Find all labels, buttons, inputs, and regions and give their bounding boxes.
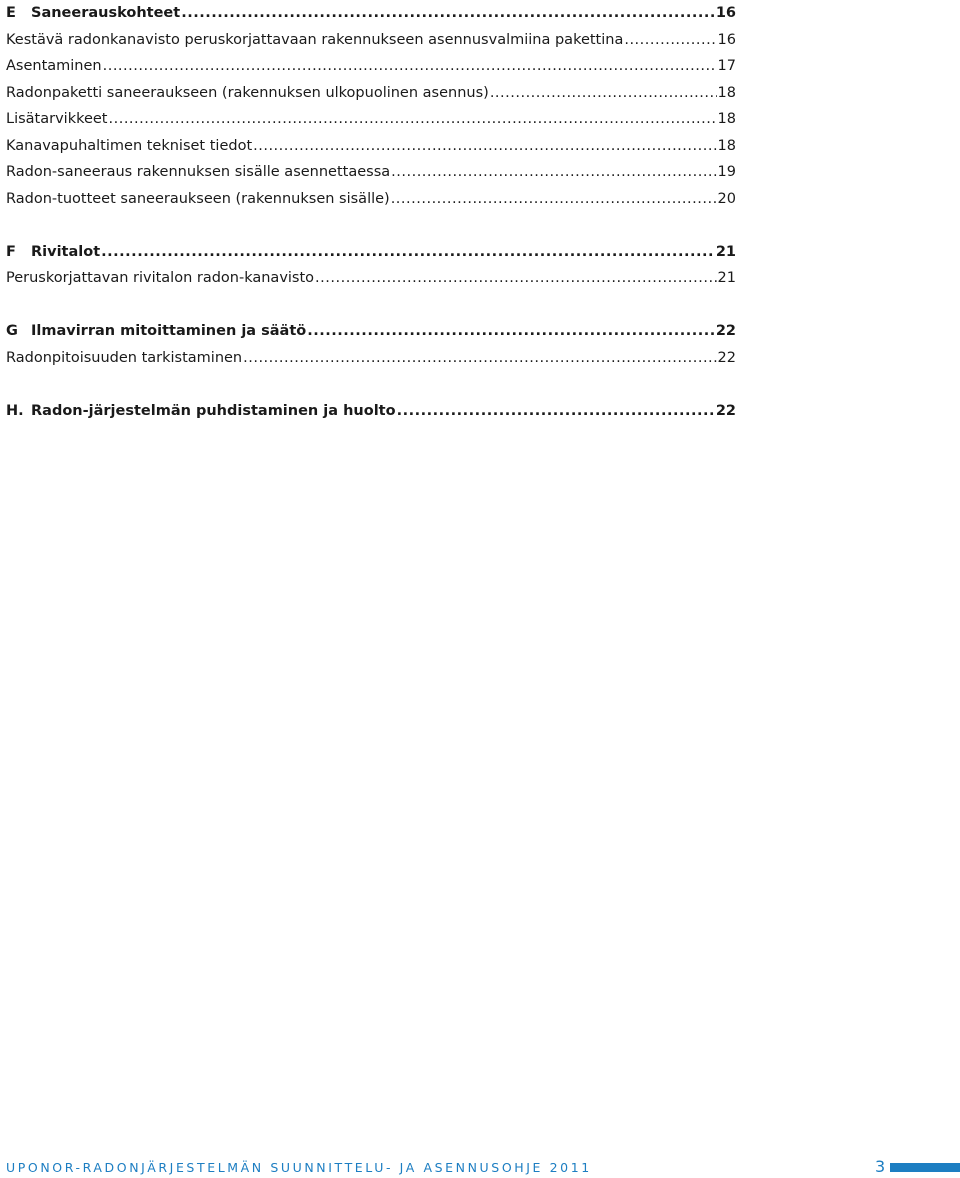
dot-leader (109, 106, 717, 133)
toc-item-title: Asentaminen (6, 58, 102, 74)
toc-item-title: Kestävä radonkanavisto peruskorjattavaan rakennukseen asennusvalmiina pakettina (6, 31, 624, 48)
toc-page-number: 16 (715, 5, 736, 21)
toc-item-title: Radon-tuotteet saneeraukseen (rakennuksen sisälle) (6, 190, 390, 207)
dot-leader (103, 53, 717, 80)
toc-item[interactable] (6, 265, 736, 292)
toc-page-number: 20 (717, 190, 736, 207)
toc-section-title: Rivitalot (31, 243, 101, 260)
dot-leader (253, 133, 716, 160)
toc-item-title: Peruskorjattavan rivitalon radon-kanavisto (6, 270, 315, 286)
toc-item-title: Radonpaketti saneeraukseen (rakennuksen ulkopuolinen asennus) (6, 84, 489, 101)
toc-section-title: Ilmavirran mitoittaminen ja säätö (31, 323, 307, 339)
dot-leader (397, 398, 715, 425)
toc-item-title: Lisätarvikkeet (6, 111, 108, 127)
dot-leader (315, 265, 717, 292)
toc-section-letter: G (6, 323, 18, 339)
dot-leader (391, 186, 717, 213)
toc-page-number: 18 (717, 84, 736, 101)
toc-page-number: 16 (717, 31, 736, 48)
dot-leader (243, 345, 716, 372)
toc-page-number: 18 (717, 111, 736, 127)
toc-item[interactable] (6, 106, 736, 133)
page-number: 3 (875, 1157, 886, 1176)
toc-item[interactable] (6, 159, 736, 186)
toc-section-f[interactable] (6, 239, 736, 266)
toc-section-e[interactable] (6, 0, 736, 27)
dot-leader (101, 239, 715, 266)
toc-section-g[interactable] (6, 318, 736, 345)
dot-leader (490, 80, 717, 107)
toc-page-number: 21 (717, 270, 736, 286)
toc-item-title: Radonpitoisuuden tarkistaminen (6, 349, 243, 366)
dot-leader (624, 27, 716, 54)
dot-leader (181, 0, 715, 27)
toc-section-h[interactable] (6, 398, 736, 425)
toc-section-letter: F (6, 243, 16, 260)
toc-page-number: 17 (717, 58, 736, 74)
toc-section-title: Saneerauskohteet (31, 5, 181, 21)
toc-page-number: 19 (717, 164, 736, 180)
toc-item[interactable] (6, 186, 736, 213)
toc-page-number: 21 (715, 243, 736, 260)
toc-item-title: Radon-saneeraus rakennuksen sisälle asennettaessa (6, 164, 391, 180)
toc-section-letter: E (6, 5, 16, 21)
section-spacer (6, 212, 736, 239)
table-of-contents (6, 0, 736, 424)
toc-item[interactable] (6, 345, 736, 372)
toc-page-number: 22 (715, 402, 736, 419)
toc-page-number: 22 (717, 349, 736, 366)
toc-page-number: 22 (715, 323, 736, 339)
toc-page-number: 18 (717, 137, 736, 154)
toc-section-letter: H. (6, 402, 24, 419)
footer-title: UPONOR-RADONJÄRJESTELMÄN SUUNNITTELU- JA ASENNUSOHJE 2011 (6, 1160, 592, 1175)
toc-section-title: Radon-järjestelmän puhdistaminen ja huolto (31, 402, 396, 419)
toc-item-title: Kanavapuhaltimen tekniset tiedot (6, 137, 253, 154)
dot-leader (307, 318, 715, 345)
section-spacer (6, 371, 736, 398)
toc-item[interactable] (6, 133, 736, 160)
footer-accent-bar (890, 1163, 960, 1172)
toc-item[interactable] (6, 53, 736, 80)
section-spacer (6, 292, 736, 319)
dot-leader (391, 159, 716, 186)
toc-item[interactable] (6, 27, 736, 54)
toc-item[interactable] (6, 80, 736, 107)
